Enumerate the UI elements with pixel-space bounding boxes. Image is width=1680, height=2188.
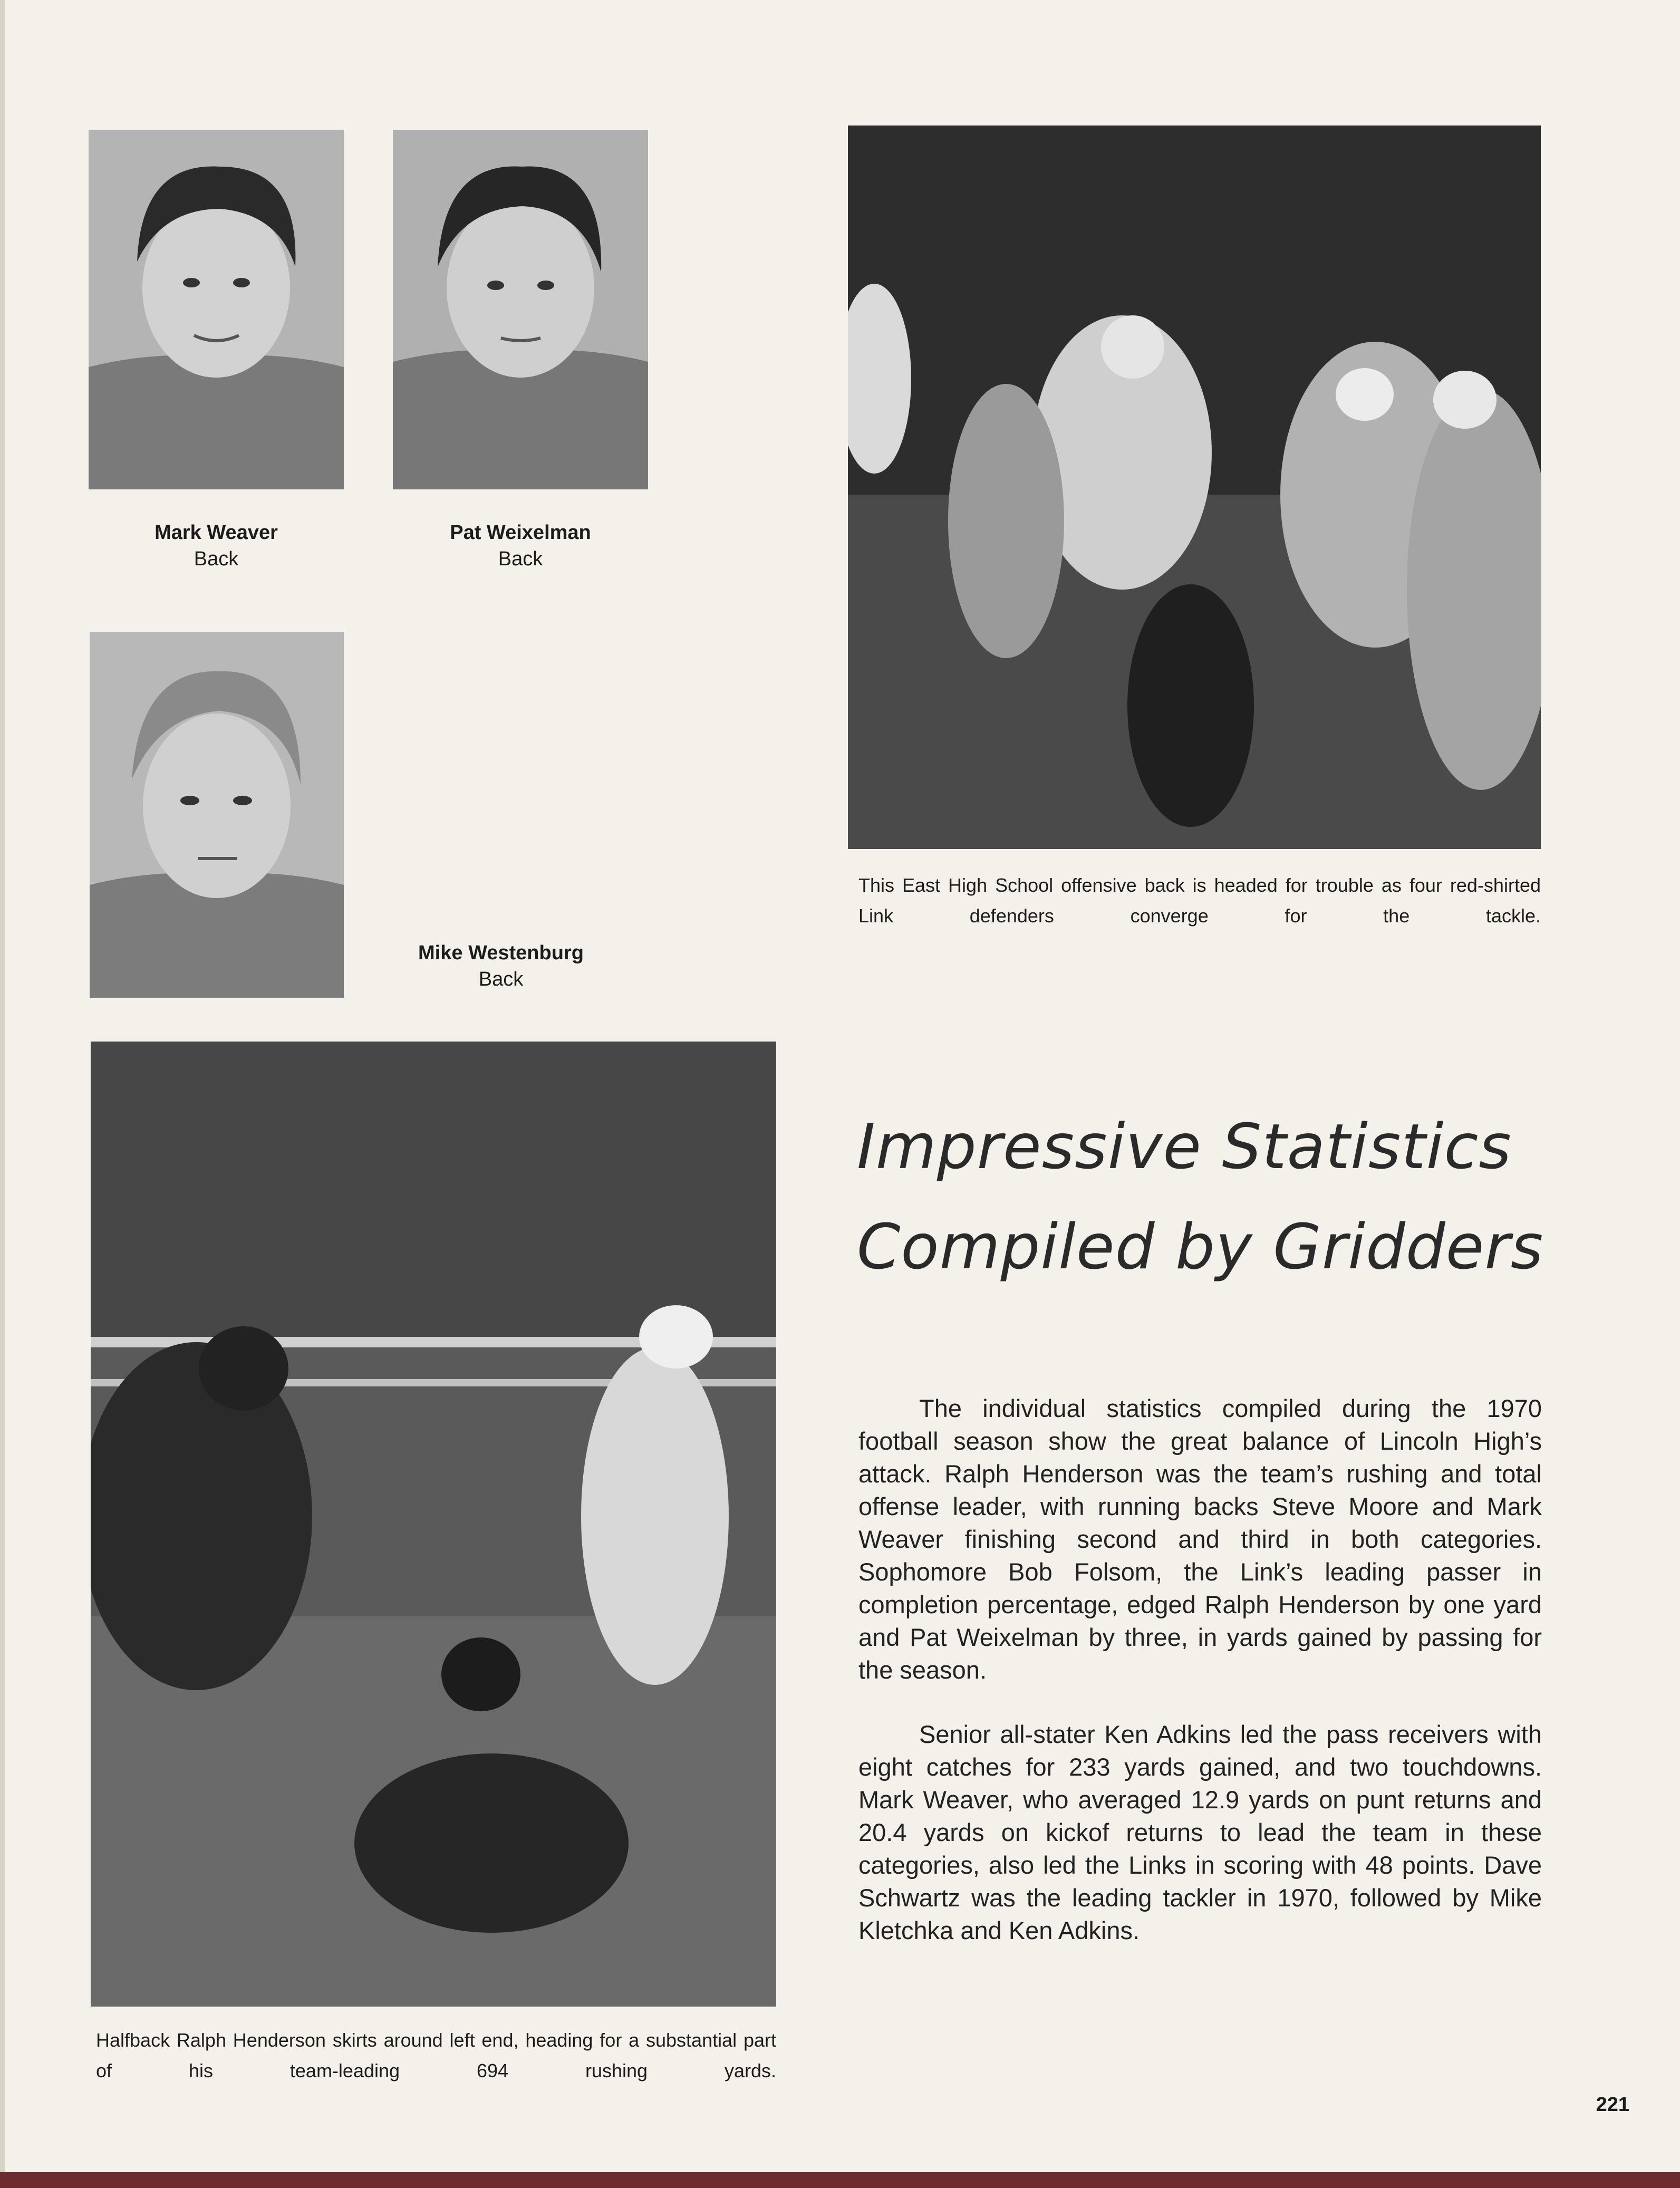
portrait-image [89, 130, 344, 489]
football-action-image [848, 126, 1541, 849]
portrait-photo-pat-weixelman [393, 130, 648, 489]
player-name: Mike Westenburg [418, 942, 584, 964]
article-headline [857, 1096, 1606, 1297]
page-number: 221 [1596, 2094, 1629, 2116]
portrait-caption-mike-westenburg [369, 940, 633, 992]
action-photo-east-high-back [848, 126, 1541, 849]
article-paragraph-1: The individual statistics compiled during the 1970 football season show the great balance of Lincoln High’s attack. Ralph Henderson was the team’s rushing and total offense leader, with running backs Steve Moore and Mark Weaver finishing second and third in both categories. Sophomore Bob Folsom, the Link’s leading passer in completion percentage, edged Ralph Henderson by one yard and Pat Weixelman by three, in yards gained by passing for the season. [858, 1394, 1542, 1684]
article-paragraph-2: Senior all-stater Ken Adkins led the pass receivers with eight catches for 233 yards gained, and two touchdowns. Mark Weaver, who averaged 12.9 yards on punt returns and 20.4 yards on kickof returns to lead the team in these categories, also led the Links in scoring with 48 points. Dave Schwartz was the leading tackler in 1970, followed by Mike Kletchka and Ken Adkins. [858, 1720, 1542, 1944]
player-name: Mark Weaver [155, 522, 278, 544]
bottom-photo-caption: Halfback Ralph Henderson skirts around left end, heading for a substantial part of his team-leading 694 rushing yards. [96, 2029, 776, 2081]
player-name: Pat Weixelman [450, 522, 591, 544]
player-position: Back [498, 548, 543, 570]
headline-line-1: Impressive Statistics [857, 1110, 1512, 1183]
top-photo-caption: This East High School offensive back is headed for trouble as four red-shirted Link defenders converge for the tackle. [858, 874, 1541, 927]
portrait-photo-mike-westenburg [90, 632, 344, 998]
portrait-caption-mark-weaver [89, 519, 344, 572]
football-action-image [91, 1042, 776, 2007]
headline-line-2: Compiled by Gridders [857, 1210, 1544, 1284]
player-position: Back [478, 968, 524, 990]
page-bottom-edge [0, 2172, 1680, 2188]
action-photo-ralph-henderson [91, 1042, 776, 2007]
article-body [858, 1392, 1542, 1979]
portrait-image [393, 130, 648, 489]
portrait-photo-mark-weaver [89, 130, 344, 489]
portrait-image [90, 632, 344, 998]
page-binding-edge [0, 0, 5, 2188]
portrait-caption-pat-weixelman [393, 519, 648, 572]
player-position: Back [194, 548, 239, 570]
